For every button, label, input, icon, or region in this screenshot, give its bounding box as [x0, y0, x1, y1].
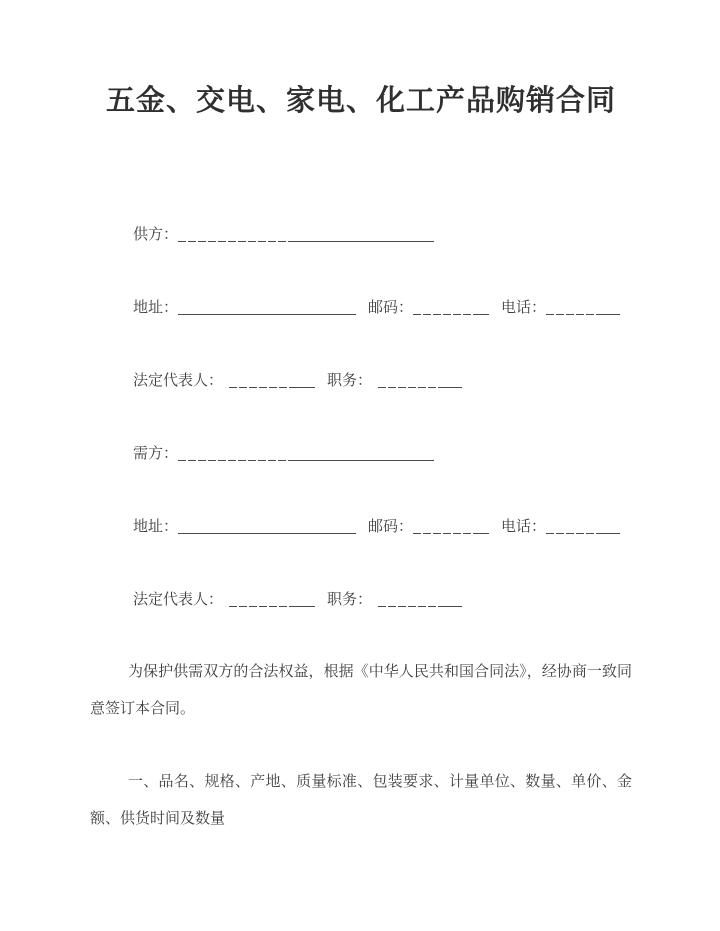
buyer-position-blank [378, 606, 442, 607]
buyer-legal-rep-label: 法定代表人： [133, 590, 224, 608]
buyer-position-blank-solid [442, 606, 462, 607]
buyer-name-blank-solid [296, 460, 434, 461]
buyer-block [90, 444, 632, 608]
buyer-phone-blank [546, 533, 602, 534]
supplier-position-blank [378, 387, 442, 388]
supplier-legal-rep-blank-solid [293, 387, 315, 388]
supplier-block [90, 225, 632, 389]
buyer-address-label: 地址： [133, 517, 179, 535]
supplier-party-row [133, 225, 632, 243]
buyer-name-blank [178, 460, 296, 461]
supplier-zip-label: 邮码： [368, 298, 414, 316]
supplier-address-blank [178, 314, 356, 315]
supplier-address-label: 地址： [133, 298, 179, 316]
supplier-address-row [133, 298, 632, 316]
supplier-zip-blank [413, 314, 475, 315]
supplier-name-blank-solid [296, 241, 434, 242]
buyer-legal-rep-blank [229, 606, 293, 607]
supplier-phone-label: 电话： [501, 298, 547, 316]
buyer-label: 需方： [133, 444, 179, 462]
preamble-paragraph: 为保护供需双方的合法权益，根据《中华人民共和国合同法》，经协商一致同意签订本合同。 [90, 662, 632, 717]
buyer-position-label: 职务： [327, 590, 373, 608]
supplier-zip-blank-solid [475, 314, 489, 315]
supplier-legal-rep-label: 法定代表人： [133, 371, 224, 389]
buyer-zip-label: 邮码： [368, 517, 414, 535]
buyer-phone-label: 电话： [501, 517, 547, 535]
buyer-zip-blank-solid [475, 533, 489, 534]
document-title: 五金、交电、家电、化工产品购销合同 [105, 83, 616, 117]
supplier-legal-rep-blank [229, 387, 293, 388]
buyer-address-blank [178, 533, 356, 534]
document-content [0, 82, 720, 837]
buyer-party-row [133, 444, 632, 462]
supplier-label: 供方： [133, 225, 179, 243]
supplier-legal-rep-row [133, 371, 632, 389]
supplier-phone-blank [546, 314, 602, 315]
buyer-phone-blank-solid [602, 533, 620, 534]
buyer-legal-rep-blank-solid [293, 606, 315, 607]
supplier-position-blank-solid [442, 387, 462, 388]
supplier-position-label: 职务： [327, 371, 373, 389]
section-one-heading: 一、品名、规格、产地、质量标准、包装要求、计量单位、数量、单价、金额、供货时间及数量 [90, 772, 632, 827]
body-paragraphs [90, 653, 632, 837]
buyer-zip-blank [413, 533, 475, 534]
buyer-legal-rep-row [133, 590, 632, 608]
supplier-phone-blank-solid [602, 314, 620, 315]
supplier-name-blank [178, 241, 296, 242]
buyer-address-row [133, 517, 632, 535]
